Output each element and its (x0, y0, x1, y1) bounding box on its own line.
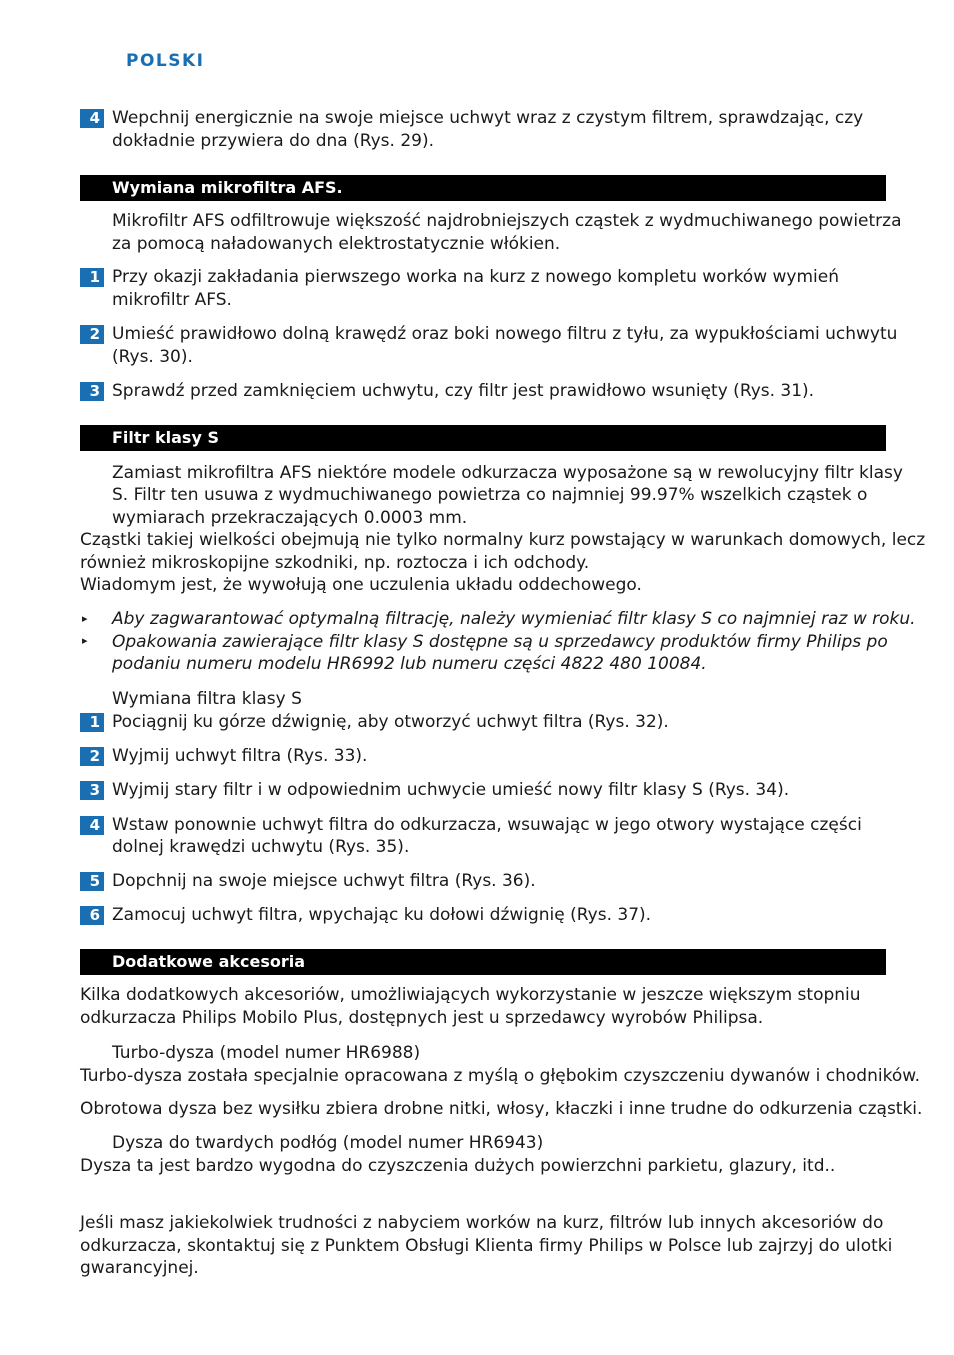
step-text: Zamocuj uchwyt filtra, wpychając ku dołowi dźwignię (Rys. 37). (112, 905, 652, 925)
step-text: Wyjmij stary filtr i w odpowiednim uchwycie umieść nowy filtr klasy S (Rys. 34). (112, 780, 790, 800)
step-number: 2 (80, 747, 104, 766)
paragraph: Dysza ta jest bardzo wygodna do czyszczenia dużych powierzchni parkietu, glazury, itd.. (80, 1156, 836, 1176)
subheading: Turbo-dysza (model numer HR6988) (112, 1043, 421, 1063)
paragraph: Kilka dodatkowych akcesoriów, umożliwiających wykorzystanie w jeszcze większym stopniu (80, 985, 861, 1005)
step-text: dolnej krawędzi uchwytu (Rys. 35). (112, 837, 410, 857)
bullet-text: Opakowania zawierające filtr klasy S dostępne są u sprzedawcy produktów firmy Philips po (112, 632, 888, 652)
language-header: POLSKI (126, 51, 205, 71)
step-text: Sprawdź przed zamknięciem uchwytu, czy filtr jest prawidłowo wsunięty (Rys. 31). (112, 381, 815, 401)
step-number: 3 (80, 382, 104, 401)
paragraph: Cząstki takiej wielkości obejmują nie tylko normalny kurz powstający w warunkach domowych, lecz (80, 530, 926, 550)
step-number: 1 (80, 268, 104, 287)
step-number: 1 (80, 713, 104, 732)
step-text: Dopchnij na swoje miejsce uchwyt filtra (Rys. 36). (112, 871, 536, 891)
paragraph: również mikroskopijne szkodniki, np. roztocza i ich odchody. (80, 553, 590, 573)
bullet-icon: ▸ (82, 634, 88, 647)
step-number: 4 (80, 109, 104, 128)
paragraph: S. Filtr ten usuwa z wydmuchiwanego powietrza co najmniej 99.97% wszelkich cząstek o (112, 485, 868, 505)
step-text: Umieść prawidłowo dolną krawędź oraz boki nowego filtru z tyłu, za wypukłościami uchwytu (112, 324, 898, 344)
step-text: Przy okazji zakładania pierwszego worka na kurz z nowego kompletu worków wymień (112, 267, 839, 287)
section-title: Wymiana mikrofiltra AFS. (112, 178, 343, 197)
step-text: mikrofiltr AFS. (112, 290, 232, 310)
step-text: (Rys. 30). (112, 347, 193, 367)
step-number: 6 (80, 906, 104, 925)
subheading: Wymiana filtra klasy S (112, 689, 302, 709)
step-number: 3 (80, 781, 104, 800)
paragraph: gwarancyjnej. (80, 1258, 199, 1278)
step-text: dokładnie przywiera do dna (Rys. 29). (112, 131, 434, 151)
step-text: Wyjmij uchwyt filtra (Rys. 33). (112, 746, 368, 766)
bullet-icon: ▸ (82, 612, 88, 625)
section-title-bar (80, 425, 886, 451)
paragraph: odkurzacza, skontaktuj się z Punktem Obsługi Klienta firmy Philips w Polsce lub zajrzyj do ulotki (80, 1236, 893, 1256)
paragraph: Turbo-dysza została specjalnie opracowana z myślą o głębokim czyszczeniu dywanów i chodników. (80, 1066, 920, 1086)
section-title: Dodatkowe akcesoria (112, 952, 306, 971)
paragraph: za pomocą naładowanych elektrostatycznie włókien. (112, 234, 561, 254)
paragraph: Mikrofiltr AFS odfiltrowuje większość najdrobniejszych cząstek z wydmuchiwanego powietrza (112, 211, 902, 231)
bullet-text: podaniu numeru modelu HR6992 lub numeru części 4822 480 10084. (112, 654, 707, 674)
paragraph: wymiarach przekraczających 0.0003 mm. (112, 508, 468, 528)
subheading: Dysza do twardych podłóg (model numer HR6943) (112, 1133, 544, 1153)
section-title: Filtr klasy S (112, 428, 219, 447)
paragraph: Zamiast mikrofiltra AFS niektóre modele odkurzacza wyposażone są w rewolucyjny filtr klasy (112, 463, 903, 483)
step-number: 2 (80, 325, 104, 344)
section-title-bar (80, 175, 886, 201)
paragraph: odkurzacza Philips Mobilo Plus, dostępnych jest u sprzedawcy wyrobów Philipsa. (80, 1008, 764, 1028)
step-text: Pociągnij ku górze dźwignię, aby otworzyć uchwyt filtra (Rys. 32). (112, 712, 669, 732)
paragraph: Wiadomym jest, że wywołują one uczulenia układu oddechowego. (80, 575, 642, 595)
step-number: 5 (80, 872, 104, 891)
paragraph: Obrotowa dysza bez wysiłku zbiera drobne nitki, włosy, kłaczki i inne trudne do odkurzenia cząstki. (80, 1099, 923, 1119)
section-title-bar (80, 949, 886, 975)
step-text: Wstaw ponownie uchwyt filtra do odkurzacza, wsuwając w jego otwory wystające części (112, 815, 862, 835)
paragraph: Jeśli masz jakiekolwiek trudności z nabyciem worków na kurz, filtrów lub innych akcesoriów do (80, 1213, 884, 1233)
step-text: Wepchnij energicznie na swoje miejsce uchwyt wraz z czystym filtrem, sprawdzając, czy (112, 108, 864, 128)
step-number: 4 (80, 816, 104, 835)
bullet-text: Aby zagwarantować optymalną filtrację, należy wymieniać filtr klasy S co najmniej raz w roku. (112, 609, 916, 629)
